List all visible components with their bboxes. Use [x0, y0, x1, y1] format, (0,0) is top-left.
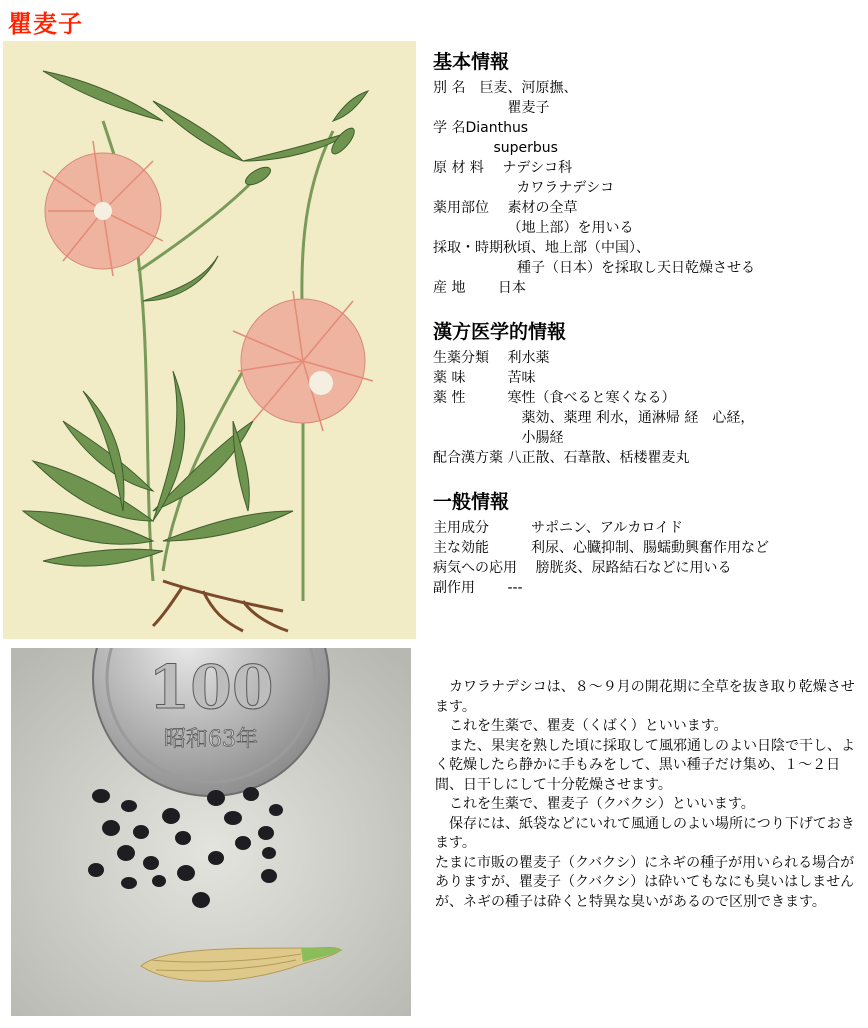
row-value: 膀胱炎、尿路結石などに用いる [535, 560, 732, 576]
basic-info-section [433, 50, 863, 298]
info-row [433, 368, 863, 388]
info-panel [433, 50, 863, 620]
info-row [433, 558, 863, 578]
row-value: 日本 [497, 280, 526, 296]
row-label: 薬 性 [433, 390, 508, 406]
row-label: 薬 味 [433, 370, 508, 386]
seed-photo [11, 648, 411, 1016]
row-label: 薬用部位 [433, 200, 508, 216]
description-note: たまに市販の瞿麦子（クバクシ）にネギの種子が用いられる場合がありますが、瞿麦子（クバクシ）は砕いてもなにも臭いはしませんが、ネギの種子は砕くと特異な臭いがあるので区別できます。 [435, 854, 855, 910]
general-info-section [433, 490, 863, 598]
info-row [433, 278, 863, 298]
coin-era: 昭和63年 [164, 727, 258, 752]
description-paragraph: これを生薬で、瞿麦（くばく）といいます。 [449, 718, 728, 734]
info-row [433, 158, 863, 198]
row-label: 生薬分類 [433, 350, 508, 366]
row-value: 利尿、心臓抑制、腸蠕動興奮作用など [531, 540, 769, 556]
kampo-info-heading: 漢方医学的情報 [433, 321, 567, 343]
kampo-info-section [433, 320, 863, 468]
description-text [435, 678, 855, 912]
row-value: --- [507, 580, 523, 596]
coin-value: 100 [148, 653, 274, 723]
info-row [433, 238, 863, 278]
row-label: 主な効能 [433, 540, 531, 556]
row-label: 配合漢方薬 [433, 450, 508, 466]
basic-info-heading: 基本情報 [433, 51, 510, 73]
general-info-heading: 一般情報 [433, 491, 510, 513]
row-label: 病気への応用 [433, 560, 536, 576]
description-paragraph: 保存には、紙袋などにいれて風通しのよい場所につり下げておきます。 [435, 815, 855, 851]
info-row [433, 538, 863, 558]
row-label: 原 材 料 [433, 160, 503, 176]
row-label: 副作用 [433, 580, 508, 596]
row-label: 学 名 [433, 120, 466, 136]
row-label: 採取・時期 [433, 240, 503, 256]
info-row [433, 348, 863, 368]
row-value: 八正散、石葦散、栝楼瞿麦丸 [507, 450, 690, 466]
row-value: 巨麦、河原撫、 瞿麦子 [479, 80, 578, 116]
info-row [433, 388, 863, 448]
row-value: 寒性（食べると寒くなる） 薬効、薬理 利水，通淋帰 経 心経， 小腸経 [507, 390, 755, 446]
description-paragraph: カワラナデシコは、８～９月の開花期に全草を抜き取り乾燥させます。 [435, 679, 855, 715]
info-row [433, 578, 863, 598]
row-value: 利水薬 [507, 350, 550, 366]
row-label: 別 名 [433, 80, 480, 96]
row-value: 秋頃、地上部（中国）、 種子（日本）を採取し天日乾燥させる [503, 240, 755, 276]
row-label: 産 地 [433, 280, 498, 296]
info-row [433, 118, 863, 158]
info-row [433, 518, 863, 538]
description-paragraph: また、果実を熟した頃に採取して風邪通しのよい日陰で干し、よく乾燥したら静かに手もみをして、黒い種子だけ集め、１～２日間、日干しにして十分乾燥させます。 [435, 737, 855, 793]
description-paragraph: これを生薬で、瞿麦子（クバクシ）といいます。 [449, 796, 755, 812]
row-value: 苦味 [507, 370, 536, 386]
row-value: ナデシコ科 カワラナデシコ [502, 160, 615, 196]
page-title: 瞿麦子 [8, 10, 83, 38]
row-value: サポニン、アルカロイド [531, 520, 683, 536]
row-label: 主用成分 [433, 520, 531, 536]
info-row [433, 198, 863, 238]
info-row [433, 448, 863, 468]
row-value: Dianthus superbus [465, 120, 558, 156]
row-value: 素材の全草 （地上部）を用いる [507, 200, 634, 236]
info-row [433, 78, 863, 118]
botanical-illustration [3, 41, 416, 639]
